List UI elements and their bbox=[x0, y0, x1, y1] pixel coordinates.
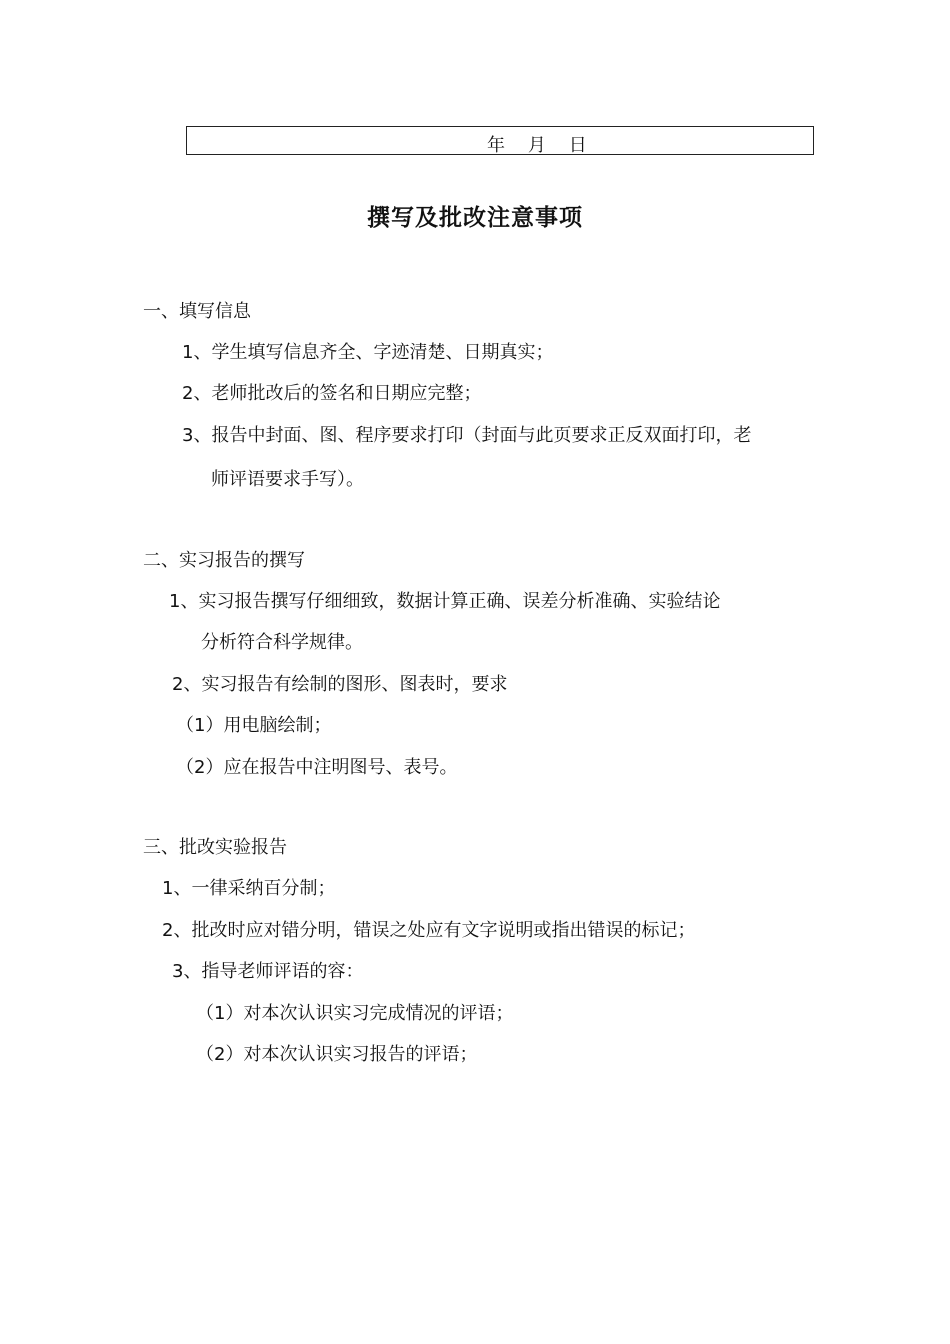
section-2-item-2: 2、实习报告有绘制的图形、图表时，要求 bbox=[172, 674, 508, 695]
section-1-item-1: 1、学生填写信息齐全、字迹清楚、日期真实； bbox=[182, 342, 554, 363]
section-2-subitem-1: （1）用电脑绘制； bbox=[176, 715, 332, 736]
section-1-item-2: 2、老师批改后的签名和日期应完整； bbox=[182, 383, 482, 404]
section-1-item-3: 3、报告中封面、图、程序要求打印（封面与此页要求正反双面打印，老 bbox=[182, 425, 752, 446]
section-3-subitem-2: （2）对本次认识实习报告的评语； bbox=[196, 1044, 478, 1065]
section-3-item-2: 2、批改时应对错分明，错误之处应有文字说明或指出错误的标记； bbox=[162, 920, 696, 941]
section-3-item-1: 1、一律采纳百分制； bbox=[162, 878, 336, 899]
section-heading-3: 三、批改实验报告 bbox=[143, 837, 287, 858]
date-line: 年 月 日 bbox=[487, 135, 587, 156]
section-3-item-3: 3、指导老师评语的容： bbox=[172, 961, 364, 982]
section-3-subitem-1: （1）对本次认识实习完成情况的评语； bbox=[196, 1003, 514, 1024]
section-2-subitem-2: （2）应在报告中注明图号、表号。 bbox=[176, 757, 458, 778]
date-box bbox=[186, 126, 814, 155]
page-title: 撰写及批改注意事项 bbox=[367, 205, 583, 231]
section-2-item-1-cont: 分析符合科学规律。 bbox=[201, 632, 363, 653]
section-1-item-3-cont: 师评语要求手写）。 bbox=[211, 469, 364, 490]
section-heading-1: 一、填写信息 bbox=[143, 301, 251, 322]
section-heading-2: 二、实习报告的撰写 bbox=[143, 550, 305, 571]
section-2-item-1: 1、实习报告撰写仔细细致，数据计算正确、误差分析准确、实验结论 bbox=[169, 591, 721, 612]
